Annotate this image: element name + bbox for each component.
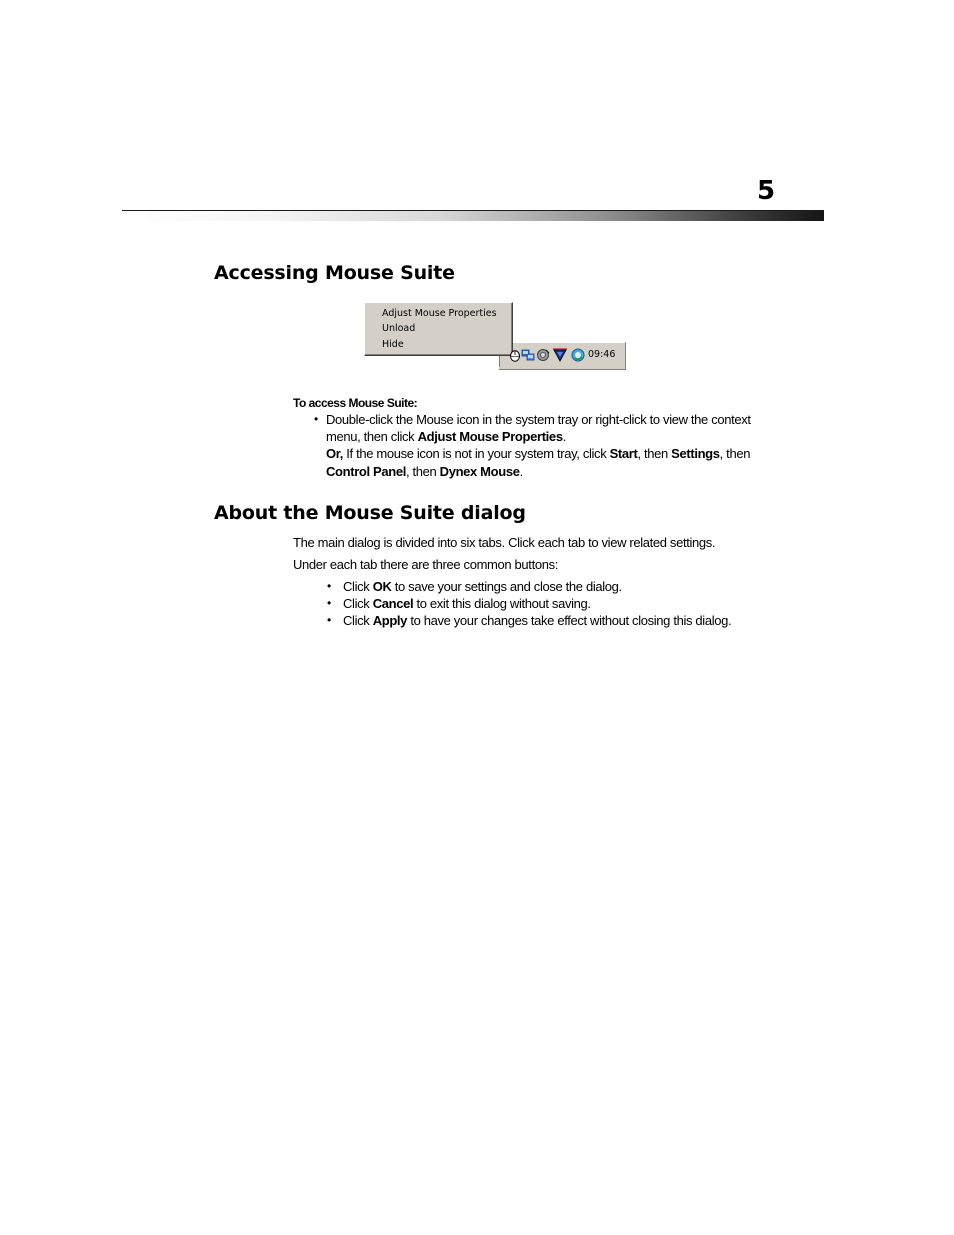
ui-term-apply: Apply bbox=[372, 613, 408, 628]
list-text: to have your changes take effect without closing this dialog. bbox=[407, 613, 732, 628]
list-text: Click bbox=[343, 596, 373, 611]
instruction-text: , then bbox=[719, 446, 751, 461]
procedure-title: To access Mouse Suite: bbox=[293, 396, 418, 410]
ui-term-start: Start bbox=[609, 446, 638, 461]
context-menu bbox=[364, 302, 513, 356]
page-number: 5 bbox=[756, 176, 776, 206]
bullet-dot: • bbox=[327, 579, 332, 593]
list-text: to save your settings and close the dialog. bbox=[391, 579, 622, 594]
section-heading-about: About the Mouse Suite dialog bbox=[214, 502, 526, 524]
system-tray-screenshot bbox=[364, 302, 626, 369]
paragraph: Under each tab there are three common buttons: bbox=[293, 557, 559, 572]
tray-clock: 09:46 bbox=[588, 349, 616, 360]
bullet-dot: • bbox=[327, 596, 332, 610]
menu-item-unload[interactable]: Unload bbox=[382, 323, 416, 334]
antivirus-icon[interactable] bbox=[553, 348, 567, 362]
instruction-line bbox=[326, 428, 566, 445]
ui-term-ok: OK bbox=[372, 579, 392, 594]
instruction-text: menu, then click bbox=[326, 429, 418, 444]
instruction-text: If the mouse icon is not in your system tray, click bbox=[343, 446, 610, 461]
instruction-line bbox=[326, 445, 750, 462]
list-text: to exit this dialog without saving. bbox=[413, 596, 591, 611]
ui-term-control-panel: Control Panel bbox=[326, 464, 406, 479]
list-text: Click bbox=[343, 579, 373, 594]
header-rule bbox=[122, 210, 824, 221]
list-item bbox=[343, 595, 591, 612]
instruction-line bbox=[326, 463, 523, 480]
instruction-text: . bbox=[562, 429, 566, 444]
ui-term-dynex-mouse: Dynex Mouse bbox=[439, 464, 520, 479]
or-label: Or, bbox=[326, 446, 344, 461]
bullet-dot: • bbox=[314, 412, 319, 426]
ui-term-adjust-mouse-properties: Adjust Mouse Properties bbox=[417, 429, 563, 444]
bullet-dot: • bbox=[327, 613, 332, 627]
menu-item-hide[interactable]: Hide bbox=[382, 339, 404, 350]
speaker-icon[interactable] bbox=[536, 348, 550, 362]
list-item bbox=[343, 612, 731, 629]
ui-term-cancel: Cancel bbox=[372, 596, 414, 611]
paragraph: The main dialog is divided into six tabs. Click each tab to view related settings. bbox=[293, 535, 716, 550]
network-icon[interactable] bbox=[521, 348, 535, 362]
list-text: Click bbox=[343, 613, 373, 628]
section-heading-accessing: Accessing Mouse Suite bbox=[214, 262, 455, 284]
instruction-text: . bbox=[519, 464, 523, 479]
instruction-text: , then bbox=[405, 464, 440, 479]
menu-item-adjust-mouse-properties[interactable]: Adjust Mouse Properties bbox=[382, 308, 497, 319]
instruction-text: , then bbox=[637, 446, 672, 461]
mouse-icon[interactable] bbox=[508, 348, 522, 362]
instruction-line: Double-click the Mouse icon in the system tray or right-click to view the context bbox=[326, 412, 751, 427]
list-item bbox=[343, 578, 622, 595]
messenger-icon[interactable] bbox=[571, 348, 585, 362]
ui-term-settings: Settings bbox=[671, 446, 720, 461]
